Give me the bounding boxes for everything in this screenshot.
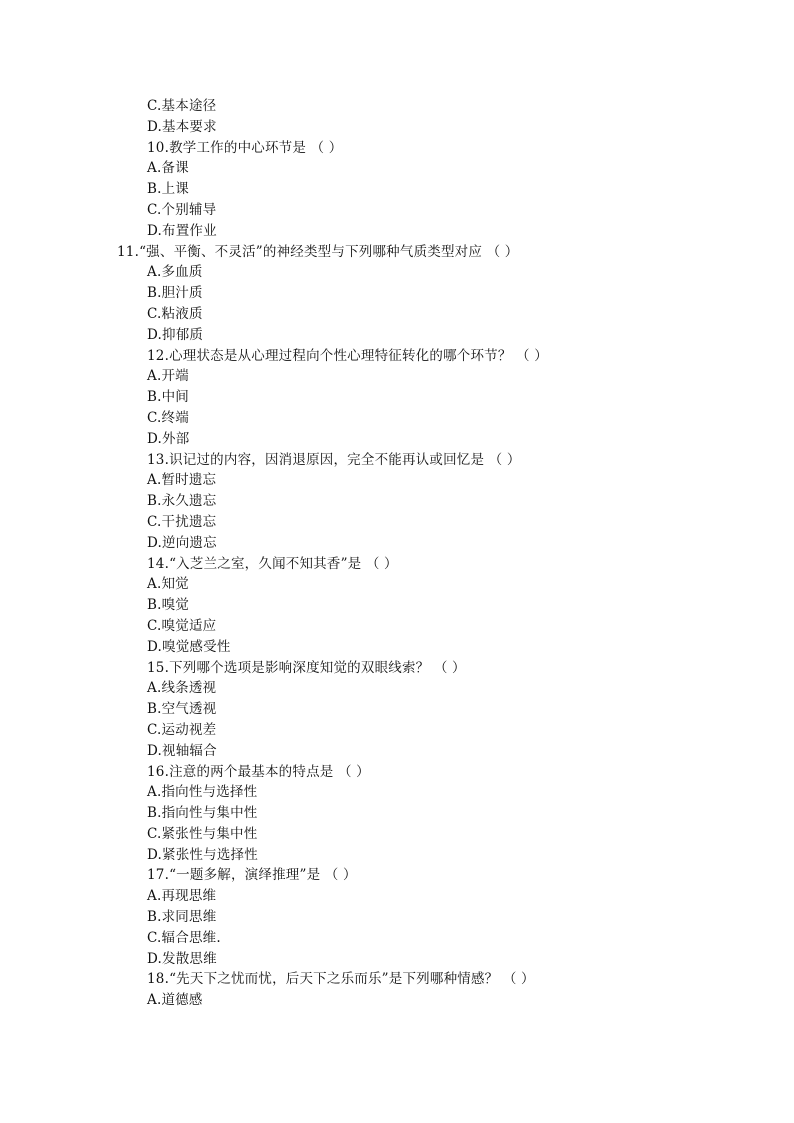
answer-option: B.胆汁质 bbox=[147, 285, 203, 302]
answer-option: C.终端 bbox=[147, 409, 189, 426]
answer-option: B.中间 bbox=[147, 389, 190, 406]
answer-option: A.线条透视 bbox=[147, 680, 217, 697]
question-text: 15.下列哪个选项是影响深度知觉的双眼线索？ （ ） bbox=[147, 659, 466, 676]
answer-option: B.嗅觉 bbox=[147, 597, 190, 614]
question-text: 14.“入芝兰之室，久闻不知其香”是 （ ） bbox=[147, 555, 398, 572]
answer-option: C.粘液质 bbox=[147, 305, 203, 322]
question-text: 13.识记过的内容，因消退原因，完全不能再认或回忆是 （ ） bbox=[147, 451, 521, 468]
answer-option: C.基本途径 bbox=[147, 98, 217, 114]
answer-option: A.道德感 bbox=[147, 992, 203, 1009]
answer-option: A.再现思维 bbox=[147, 888, 217, 905]
answer-option: A.开端 bbox=[147, 368, 189, 385]
question-text: 17.“一题多解，演绎推理”是 （ ） bbox=[147, 867, 357, 884]
answer-option: D.基本要求 bbox=[147, 118, 217, 135]
answer-option: C.个别辅导 bbox=[147, 201, 217, 218]
answer-option: B.永久遗忘 bbox=[147, 493, 217, 510]
answer-option: C.运动视差 bbox=[147, 721, 217, 738]
answer-option: C.嗅觉适应 bbox=[147, 617, 217, 634]
answer-option: C.干扰遗忘 bbox=[147, 513, 217, 530]
question-text: 11.“强、平衡、不灵活”的神经类型与下列哪种气质类型对应 （ ） bbox=[117, 243, 519, 260]
answer-option: D.抑郁质 bbox=[147, 326, 204, 343]
answer-option: D.嗅觉感受性 bbox=[147, 638, 231, 655]
answer-option: D.外部 bbox=[147, 430, 190, 447]
answer-option: C.辐合思维. bbox=[147, 929, 221, 946]
question-text: 10.教学工作的中心环节是 （ ） bbox=[147, 139, 343, 156]
question-text: 18.“先天下之忧而忧，后天下之乐而乐”是下列哪种情感？ （ ） bbox=[147, 971, 535, 988]
answer-option: D.布置作业 bbox=[147, 222, 217, 239]
answer-option: B.求同思维 bbox=[147, 909, 217, 926]
answer-option: A.知觉 bbox=[147, 576, 189, 593]
question-text: 16.注意的两个最基本的特点是 （ ） bbox=[147, 763, 370, 780]
answer-option: D.视轴辐合 bbox=[147, 742, 217, 759]
answer-option: A.备课 bbox=[147, 160, 189, 177]
answer-option: D.逆向遗忘 bbox=[147, 534, 217, 551]
answer-option: A.暂时遗忘 bbox=[147, 472, 217, 489]
answer-option: A.多血质 bbox=[147, 264, 203, 281]
answer-option: D.发散思维 bbox=[147, 950, 217, 967]
answer-option: B.上课 bbox=[147, 181, 190, 198]
answer-option: A.指向性与选择性 bbox=[147, 784, 258, 801]
document-body bbox=[0, 96, 794, 1011]
answer-option: C.紧张性与集中性 bbox=[147, 825, 258, 842]
answer-option: D.紧张性与选择性 bbox=[147, 846, 258, 863]
answer-option: B.空气透视 bbox=[147, 701, 217, 718]
question-text: 12.心理状态是从心理过程向个性心理特征转化的哪个环节？ （ ） bbox=[147, 347, 548, 364]
answer-option: B.指向性与集中性 bbox=[147, 805, 258, 822]
